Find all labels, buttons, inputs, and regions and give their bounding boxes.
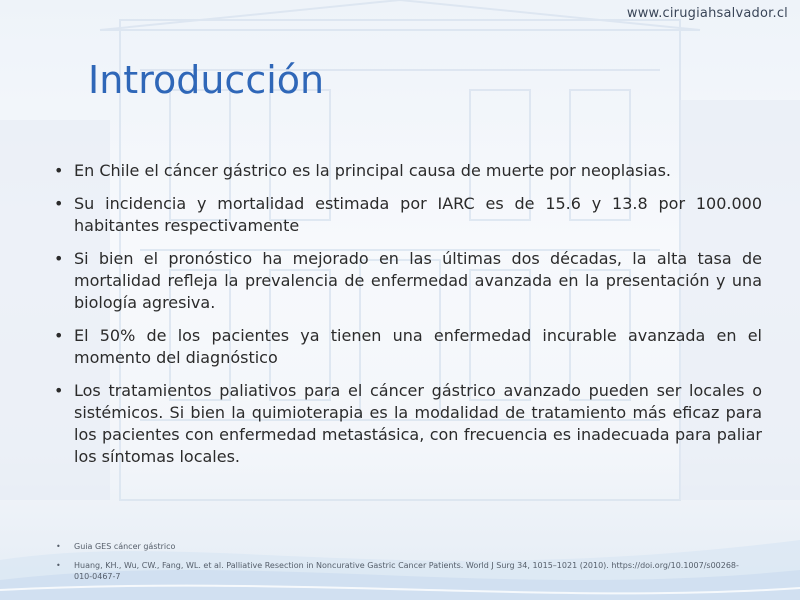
- bullet-icon: •: [56, 561, 61, 570]
- reference-text: Guia GES cáncer gástrico: [74, 542, 176, 551]
- bullet-icon: •: [54, 381, 64, 400]
- reference-text: Huang, KH., Wu, CW., Fang, WL. et al. Palliative Resection in Noncurative Gastric Cancer Patients. World J Surg 34, 1015–1021 (2010). https://doi.org/10.1007/s00268-010-0467-7: [74, 561, 739, 581]
- bullet-item: [54, 193, 762, 237]
- bullet-text: Los tratamientos paliativos para el cáncer gástrico avanzado pueden ser locales o sistémicos. Si bien la quimioterapia es la modalidad de tratamiento más eficaz para los pacientes con enfermedad metastásica, con frecuencia es inadecuada para paliar los síntomas locales.: [74, 381, 762, 466]
- bullet-text: El 50% de los pacientes ya tienen una enfermedad incurable avanzada en el momento del diagnóstico: [74, 326, 762, 367]
- bullet-icon: •: [56, 542, 61, 551]
- reference-item: [56, 541, 756, 552]
- bullet-item: [54, 325, 762, 369]
- bullet-text: Si bien el pronóstico ha mejorado en las últimas dos décadas, la alta tasa de mortalidad refleja la prevalencia de enfermedad avanzada en la presentación y una biología agresiva.: [74, 249, 762, 312]
- slide-title: Introducción: [88, 58, 325, 102]
- site-url: www.cirugiahsalvador.cl: [626, 6, 788, 21]
- bullet-icon: •: [54, 249, 64, 268]
- bullet-item: [54, 248, 762, 314]
- bullet-item: [54, 160, 762, 182]
- bullet-list: [54, 160, 762, 479]
- bullet-icon: •: [54, 326, 64, 345]
- bullet-text: En Chile el cáncer gástrico es la principal causa de muerte por neoplasias.: [74, 161, 672, 180]
- bullet-text: Su incidencia y mortalidad estimada por IARC es de 15.6 y 13.8 por 100.000 habitantes respectivamente: [74, 194, 762, 235]
- bullet-item: [54, 380, 762, 468]
- bullet-icon: •: [54, 194, 64, 213]
- reference-list: [56, 541, 756, 590]
- bullet-icon: •: [54, 161, 64, 180]
- reference-item: [56, 560, 756, 582]
